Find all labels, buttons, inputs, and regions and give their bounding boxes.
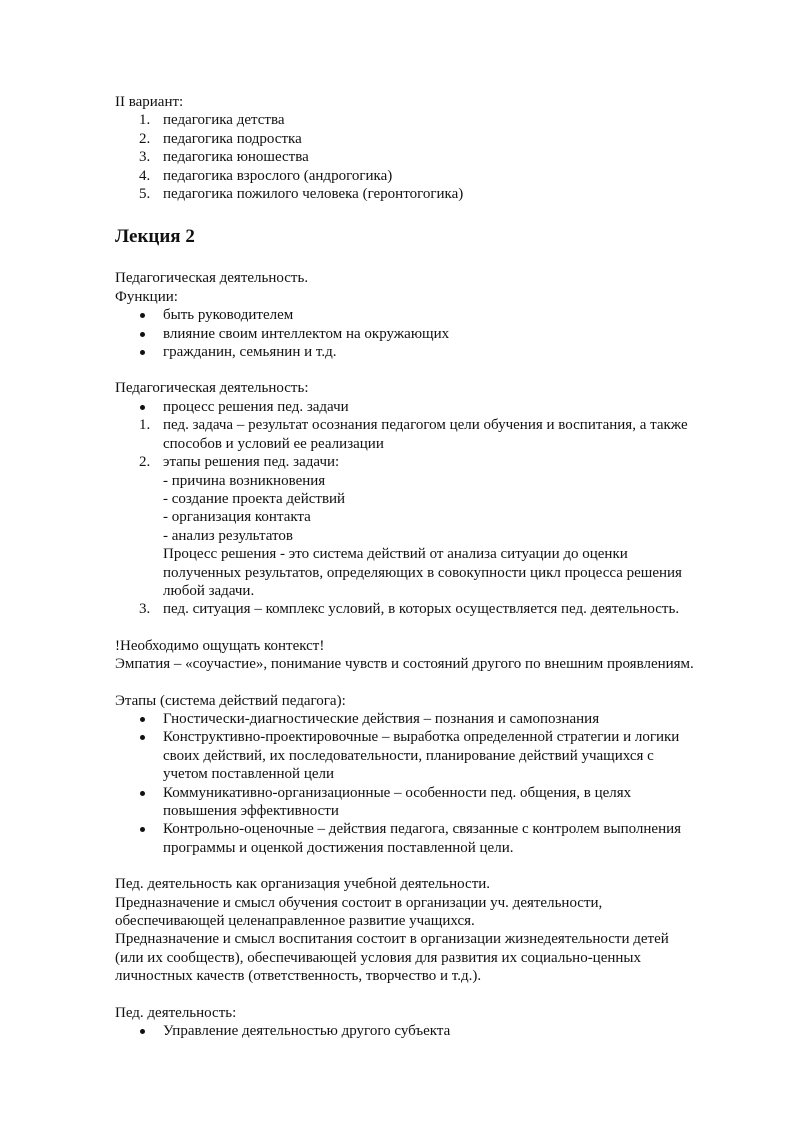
functions-list [115, 306, 755, 361]
list-item: Гностически-диагностические действия – познания и самопознания [115, 710, 755, 728]
bullet-icon [140, 717, 145, 722]
bullet-icon [140, 405, 145, 410]
lecture-title: Лекция 2 [115, 226, 195, 248]
paragraph: Педагогическая деятельность. [115, 270, 309, 287]
final-label: Пед. деятельность: [115, 1004, 237, 1021]
list-item: 1. педагогика детства [139, 112, 285, 129]
functions-label: Функции: [115, 288, 178, 305]
list-item: 4. педагогика взрослого (андрогогика) [139, 167, 393, 184]
bullet-icon [140, 735, 145, 740]
bullet-icon [140, 827, 145, 832]
task-list [115, 398, 755, 416]
list-item: 2. этапы решения пед. задачи: - причина возникновения - создание проекта действий - организация контакта - анализ результатов Процесс решения - это система действий от анализа ситуации до оценки полученных результатов, определяющих в совокупности цикл процесса решения любой задачи. [139, 454, 682, 599]
list-item: 5. педагогика пожилого человека (геронтогогика) [139, 186, 464, 203]
stages-label: Этапы (система действий педагога): [115, 692, 346, 709]
list-item: Контрольно-оценочные – действия педагога, связанные с контролем выполнения программы и оценкой достижения поставленной цели. [115, 820, 755, 857]
list-item: 1. пед. задача – результат осознания педагогом цели обучения и воспитания, а также способов и условий ее реализации [139, 417, 688, 452]
organization-paragraph: Пед. деятельность как организация учебной деятельности. Предназначение и смысл обучения состоит в организации уч. деятельности, обеспечивающей целенаправленное развитие учащихся. Предназначение и смысл воспитания состоит в организации жизнедеятельности детей (или их сообществ), обеспечивающей условия для развития их социально-ценных личностных качеств (ответственность, творчество и т.д.). [115, 876, 669, 985]
paragraph: Эмпатия – «соучастие», понимание чувств и состояний другого по внешним проявлениям. [115, 656, 694, 673]
list-item: быть руководителем [115, 306, 755, 324]
paragraph: Педагогическая деятельность: [115, 380, 309, 397]
variant-list [115, 111, 755, 203]
bullet-icon [140, 350, 145, 355]
paragraph: !Необходимо ощущать контекст! [115, 637, 325, 654]
bullet-icon [140, 791, 145, 796]
list-item: Конструктивно-проектировочные – выработка определенной стратегии и логики своих действий, их последовательности, планирование действий учащихся с учетом поставленной цели [115, 728, 755, 783]
bullet-icon [140, 332, 145, 337]
list-item: процесс решения пед. задачи [115, 398, 755, 416]
list-item: гражданин, семьянин и т.д. [115, 343, 755, 361]
bullet-icon [140, 313, 145, 318]
list-item: 3. педагогика юношества [139, 149, 309, 166]
bullet-icon [140, 1029, 145, 1034]
stages-list [115, 710, 755, 857]
list-item: 3. пед. ситуация – комплекс условий, в которых осуществляется пед. деятельность. [139, 601, 680, 618]
document-page [115, 93, 755, 1040]
list-item: Коммуникативно-организационные – особенности пед. общения, в целях повышения эффективности [115, 784, 755, 821]
list-item: Управление деятельностью другого субъекта [115, 1022, 755, 1040]
final-list [115, 1022, 755, 1040]
variant-heading: II вариант: [115, 94, 184, 110]
list-item: 2. педагогика подростка [139, 130, 302, 147]
task-numbered-list [115, 416, 755, 618]
list-item: влияние своим интеллектом на окружающих [115, 325, 755, 343]
